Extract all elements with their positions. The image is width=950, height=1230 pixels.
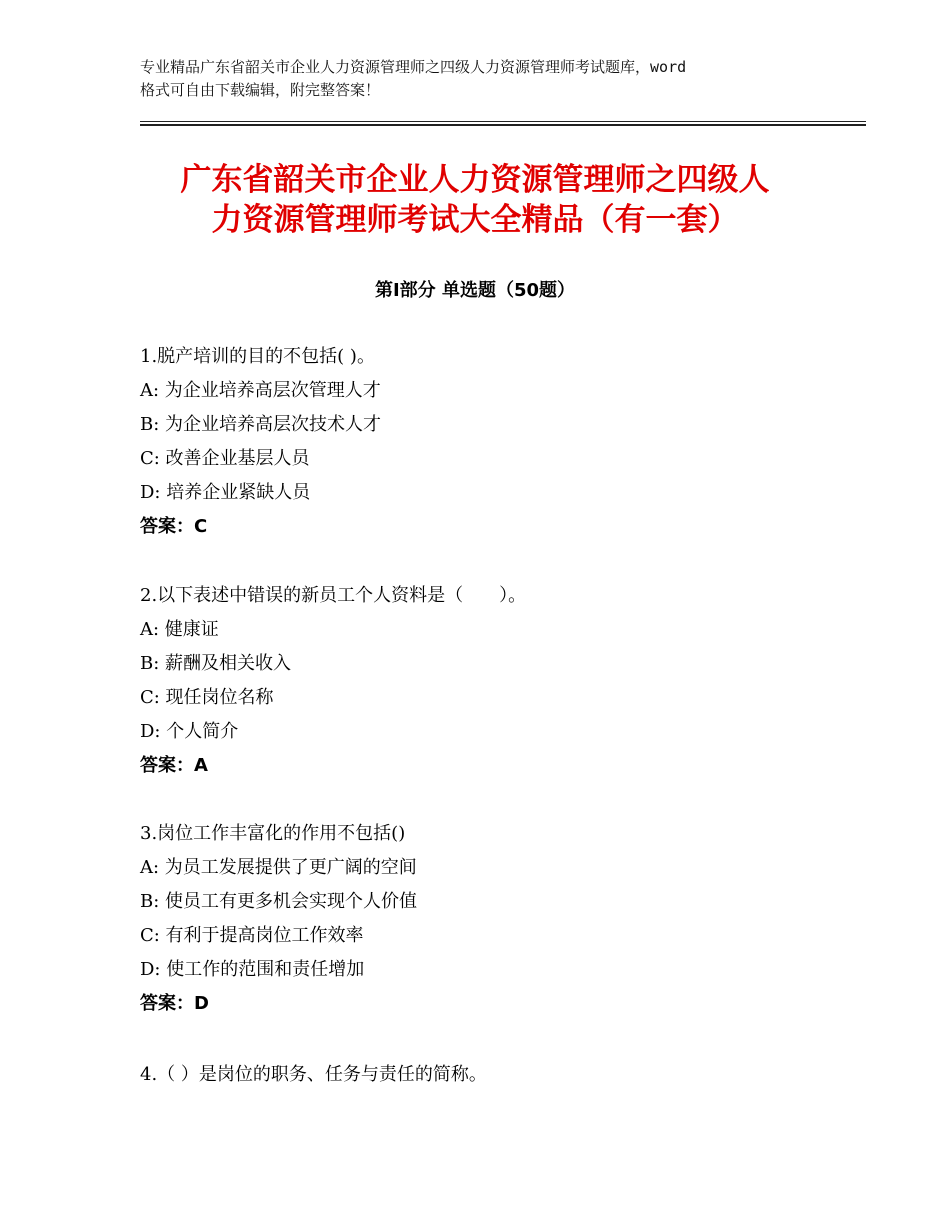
option-a: A: 为员工发展提供了更广阔的空间 bbox=[140, 857, 417, 878]
option-a: A: 健康证 bbox=[140, 619, 219, 640]
option-b: B: 使员工有更多机会实现个人价值 bbox=[140, 891, 418, 912]
document-title-line-2: 力资源管理师考试大全精品（有一套） bbox=[211, 202, 739, 238]
answer: 答案：D bbox=[140, 993, 209, 1014]
option-d: D: 使工作的范围和责任增加 bbox=[140, 959, 365, 980]
section-heading: 第Ⅰ部分 单选题（50题） bbox=[374, 280, 575, 301]
question-stem: 4.（ ）是岗位的职务、任务与责任的简称。 bbox=[140, 1064, 487, 1085]
document-title-line-1: 广东省韶关市企业人力资源管理师之四级人 bbox=[180, 162, 770, 198]
header-note-line-1: 专业精品广东省韶关市企业人力资源管理师之四级人力资源管理师考试题库，word bbox=[140, 58, 687, 76]
header-divider-thick bbox=[140, 124, 866, 126]
option-b: B: 薪酬及相关收入 bbox=[140, 653, 292, 674]
header-note-line-2: 格式可自由下载编辑，附完整答案！ bbox=[140, 81, 381, 99]
option-b: B: 为企业培养高层次技术人才 bbox=[140, 414, 382, 435]
answer: 答案：C bbox=[140, 516, 208, 537]
option-c: C: 改善企业基层人员 bbox=[140, 448, 310, 469]
question-1 bbox=[140, 340, 860, 544]
option-a: A: 为企业培养高层次管理人才 bbox=[140, 380, 381, 401]
question-stem: 3.岗位工作丰富化的作用不包括() bbox=[140, 823, 406, 844]
option-c: C: 有利于提高岗位工作效率 bbox=[140, 925, 364, 946]
question-4 bbox=[140, 1058, 860, 1092]
header-note bbox=[140, 56, 840, 102]
question-stem: 1.脱产培训的目的不包括( )。 bbox=[140, 346, 375, 367]
question-stem: 2.以下表述中错误的新员工个人资料是（ ）。 bbox=[140, 585, 527, 606]
document-title bbox=[100, 160, 850, 240]
question-2 bbox=[140, 579, 860, 783]
option-d: D: 培养企业紧缺人员 bbox=[140, 482, 311, 503]
question-3 bbox=[140, 817, 860, 1021]
header-divider-thin bbox=[140, 121, 866, 122]
option-d: D: 个人简介 bbox=[140, 721, 239, 742]
option-c: C: 现任岗位名称 bbox=[140, 687, 274, 708]
answer: 答案：A bbox=[140, 755, 208, 776]
